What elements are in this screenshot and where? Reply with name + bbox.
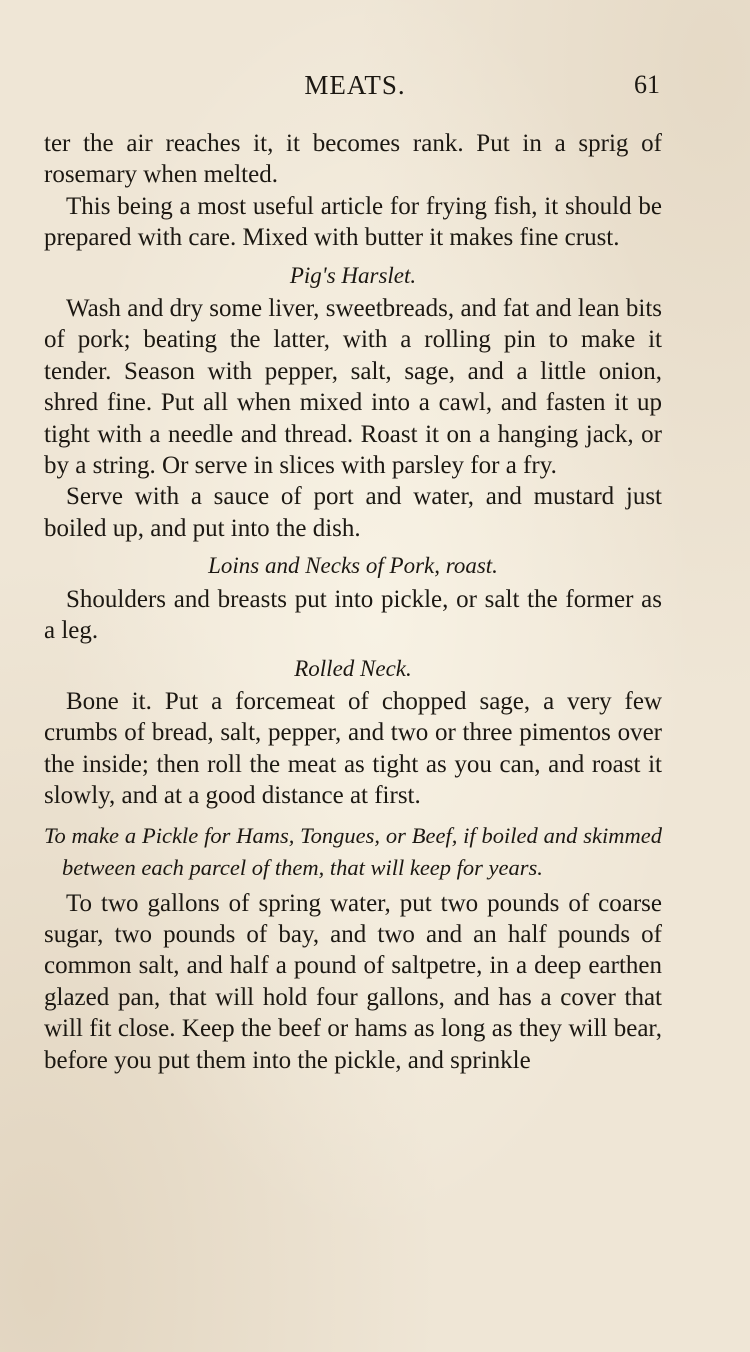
- page-number: 61: [634, 70, 660, 99]
- paragraph-frying-fat: This being a most useful article for frying fish, it should be prepared with care. Mixed with butter it makes fine crust.: [44, 192, 662, 252]
- recipe-heading-pigs-harslet: Pig's Harslet.: [289, 262, 417, 288]
- paragraph-harslet-method: Wash and dry some liver, sweetbreads, and fat and lean bits of pork; beating the latter, with a rolling pin to make it tender. Season with pepper, salt, sage, and a little onion, shred fine. Put all when mixed into a cawl, and fasten it up tight with a needle and thread. Roast it on a hanging jack, or by a string. Or serve in slices with parsley for a fry.: [44, 295, 662, 480]
- book-page: [44, 70, 662, 1076]
- page-body: [44, 128, 662, 1076]
- recipe-heading-loins-necks: Loins and Necks of Pork, roast.: [208, 553, 498, 579]
- paragraph-rolled-neck: Bone it. Put a forcemeat of chopped sage, a very few crumbs of bread, salt, pepper, and two or three pimentos over the inside; then roll the meat as tight as you can, and roast it slowly, and at a good distance at first.: [44, 687, 662, 810]
- recipe-heading-rolled-neck: Rolled Neck.: [294, 655, 412, 681]
- running-head: MEATS.: [304, 70, 406, 100]
- recipe-heading-pickle: To make a Pickle for Hams, Tongues, or Beef, if boiled and skimmed between each parcel of them, that will keep for years.: [44, 822, 662, 880]
- paragraph-pickle-method: To two gallons of spring water, put two pounds of coarse sugar, two pounds of bay, and two and an half pounds of common salt, and half a pound of saltpetre, in a deep earthen glazed pan, that will hold four gallons, and has a cover that will fit close. Keep the beef or hams as long as they will bear, before you put them into the pickle, and sprinkle: [44, 889, 662, 1074]
- paragraph-harslet-sauce: Serve with a sauce of port and water, and mustard just boiled up, and put into the dish.: [44, 483, 662, 542]
- paragraph-shoulders: Shoulders and breasts put into pickle, or salt the former as a leg.: [44, 585, 662, 645]
- paragraph-continuation: ter the air reaches it, it becomes rank. Put in a sprig of rosemary when melted.: [44, 130, 662, 189]
- page-header: [44, 70, 662, 110]
